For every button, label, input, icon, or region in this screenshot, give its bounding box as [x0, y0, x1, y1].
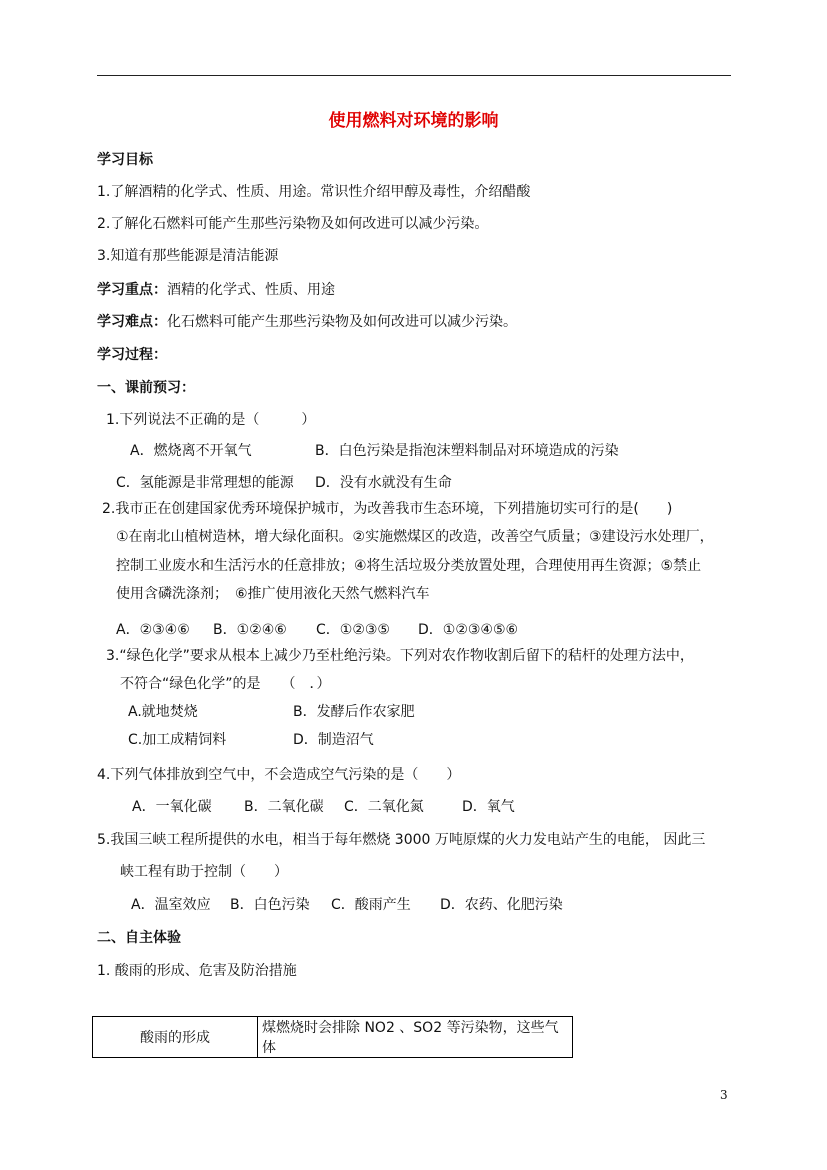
objective-2: 2.了解化石燃料可能产生那些污染物及如何改进可以减少污染。 — [97, 216, 489, 232]
q5-stem: 5.我国三峡工程所提供的水电，相当于每年燃烧 3000 万吨原煤的火力发电站产生的电能， 因此三 — [97, 832, 706, 848]
page-title: 使用燃料对环境的影响 — [328, 111, 499, 131]
q5-option-a: A．温室效应 — [131, 897, 211, 913]
process-heading: 学习过程： — [97, 347, 167, 363]
header-rule — [97, 75, 731, 76]
q5-option-d: D．农药、化肥污染 — [440, 897, 563, 913]
key-point-label: 学习重点： — [97, 282, 167, 298]
difficulty — [97, 312, 517, 332]
q3-stem: 3.“绿色化学”要求从根本上减少乃至杜绝污染。下列对农作物收割后留下的秸杆的处理方法中， — [106, 648, 694, 664]
self-item-1: 1. 酸雨的形成、危害及防治措施 — [97, 963, 297, 979]
q5-stem-2: 峡工程有助于控制（ ） — [120, 864, 288, 880]
table-cell-label: 酸雨的形成 — [93, 1017, 258, 1058]
q1-option-b: B．白色污染是指泡沫塑料制品对环境造成的污染 — [315, 443, 619, 459]
q3-option-a: A.就地焚烧 — [128, 704, 198, 720]
q1-stem: 1.下列说法不正确的是（ ） — [106, 412, 316, 428]
q3-option-b: B．发酵后作农家肥 — [293, 704, 415, 720]
q2-option-d: D．①②③④⑤⑥ — [418, 622, 519, 638]
q1-option-d: D．没有水就没有生命 — [315, 475, 452, 491]
difficulty-label: 学习难点： — [97, 314, 167, 330]
q3-option-d: D．制造沼气 — [293, 732, 374, 748]
q2-line-2: 控制工业废水和生活污水的任意排放；④将生活垃圾分类放置处理，合理使用再生资源；⑤禁止 — [116, 558, 702, 574]
preview-heading: 一、课前预习： — [97, 380, 195, 396]
q2-line-1: ①在南北山植树造林，增大绿化面积。②实施燃煤区的改造，改善空气质量；③建设污水处理厂， — [116, 529, 714, 545]
q3-option-c: C.加工成精饲料 — [128, 732, 227, 748]
q4-option-a: A．一氧化碳 — [132, 799, 212, 815]
objective-3: 3.知道有那些能源是清洁能源 — [97, 248, 279, 264]
q4-stem: 4.下列气体排放到空气中，不会造成空气污染的是（ ） — [97, 767, 461, 783]
q2-option-b: B．①②④⑥ — [213, 622, 287, 638]
self-heading: 二、自主体验 — [97, 930, 181, 946]
q4-option-d: D．氧气 — [462, 799, 515, 815]
difficulty-text: 化石燃料可能产生那些污染物及如何改进可以减少污染。 — [167, 314, 517, 330]
table-cell-content: 煤燃烧时会排除 NO2 、SO2 等污染物，这些气体 — [258, 1017, 573, 1058]
key-point-text: 酒精的化学式、性质、用途 — [167, 282, 335, 298]
q5-option-b: B．白色污染 — [230, 897, 310, 913]
table-row — [93, 1017, 573, 1058]
q3-stem-2: 不符合“绿色化学”的是 （ ．） — [120, 676, 331, 692]
q4-option-c: C．二氧化氮 — [344, 799, 424, 815]
q1-option-a: A．燃烧离不开氧气 — [130, 443, 252, 459]
acid-rain-table — [92, 1016, 573, 1058]
page-number: 3 — [720, 1088, 728, 1102]
objective-1: 1.了解酒精的化学式、性质、用途。常识性介绍甲醇及毒性，介绍醋酸 — [97, 184, 531, 200]
q2-stem: 2.我市正在创建国家优秀环境保护城市，为改善我市生态环境，下列措施切实可行的是( ) — [102, 501, 673, 517]
key-point — [97, 280, 335, 300]
q4-option-b: B．二氧化碳 — [244, 799, 324, 815]
q1-option-c: C．氢能源是非常理想的能源 — [116, 475, 294, 491]
objectives-heading: 学习目标 — [97, 152, 153, 168]
q2-line-3: 使用含磷洗涤剂； ⑥推广使用液化天然气燃料汽车 — [116, 586, 430, 602]
q5-option-c: C．酸雨产生 — [331, 897, 411, 913]
q2-option-c: C．①②③⑤ — [316, 622, 390, 638]
q2-option-a: A．②③④⑥ — [116, 622, 190, 638]
